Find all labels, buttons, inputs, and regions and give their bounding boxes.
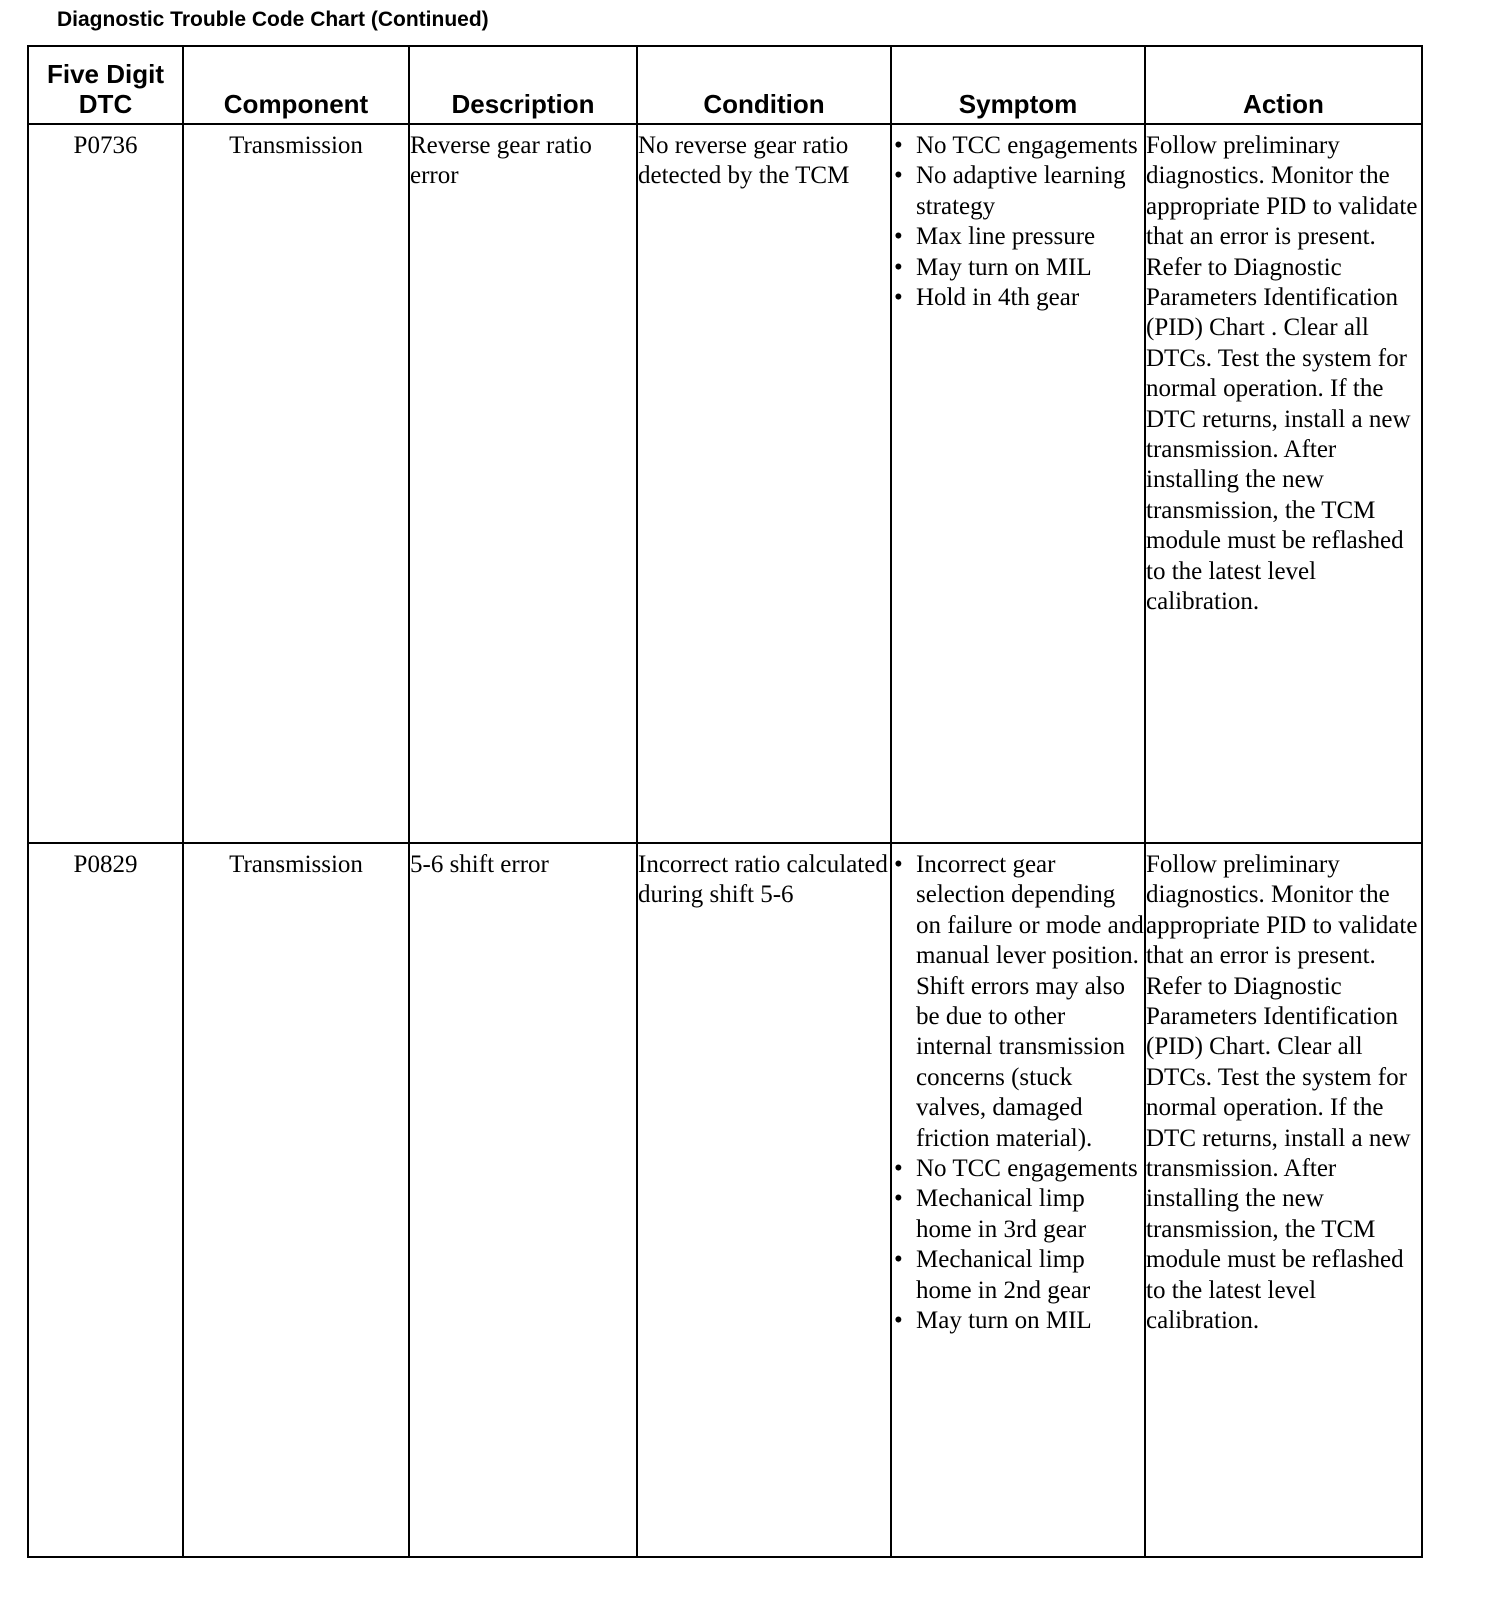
- dtc-code-cell: P0736: [28, 124, 183, 843]
- action-cell: Follow preliminary diagnostics. Monitor the appropriate PID to validate that an error is present. Refer to Diagnostic Parameters Identification (PID) Chart . Clear all DTCs. Test the system for normal operation. If the DTC returns, install a new transmission. After installing the new transmission, the TCM module must be reflashed to the latest level calibration.: [1145, 124, 1422, 843]
- description-cell: 5-6 shift error: [409, 843, 637, 1557]
- symptom-item: • May turn on MIL: [892, 253, 1144, 283]
- table-header-row: [28, 46, 1422, 124]
- header-five-digit-dtc: [28, 46, 183, 124]
- action-cell: Follow preliminary diagnostics. Monitor the appropriate PID to validate that an error is present. Refer to Diagnostic Parameters Identification (PID) Chart. Clear all DTCs. Test the system for normal operation. If the DTC returns, install a new transmission. After installing the new transmission, the TCM module must be reflashed to the latest level calibration.: [1145, 843, 1422, 1557]
- table-row: [28, 124, 1422, 843]
- symptom-item: • Incorrect gear selection depending on failure or mode and manual lever position. Shift errors may also be due to other internal transmission concerns (stuck valves, damaged friction material).: [892, 850, 1144, 1154]
- symptom-item: • No adaptive learning strategy: [892, 161, 1144, 222]
- symptom-item: • Mechanical limp home in 2nd gear: [892, 1245, 1144, 1306]
- component-cell: Transmission: [183, 124, 409, 843]
- table-row: [28, 843, 1422, 1557]
- header-dtc-line1: Five Digit: [46, 59, 164, 89]
- symptom-item: • May turn on MIL: [892, 1306, 1144, 1336]
- symptom-item: • Mechanical limp home in 3rd gear: [892, 1184, 1144, 1245]
- header-component: Component: [183, 46, 409, 124]
- header-dtc-line2: DTC: [78, 89, 133, 119]
- header-action: Action: [1145, 46, 1422, 124]
- condition-cell: No reverse gear ratio detected by the TCM: [637, 124, 891, 843]
- header-symptom: Symptom: [891, 46, 1145, 124]
- symptom-item: • Hold in 4th gear: [892, 283, 1144, 313]
- page-title: Diagnostic Trouble Code Chart (Continued): [57, 8, 489, 31]
- symptom-item: • No TCC engagements: [892, 131, 1144, 161]
- header-description: Description: [409, 46, 637, 124]
- symptom-cell: [891, 124, 1145, 843]
- component-cell: Transmission: [183, 843, 409, 1557]
- symptom-item: • Max line pressure: [892, 222, 1144, 252]
- symptom-item: • No TCC engagements: [892, 1154, 1144, 1184]
- symptom-cell: [891, 843, 1145, 1557]
- symptom-list: [892, 850, 1144, 1337]
- header-condition: Condition: [637, 46, 891, 124]
- condition-cell: Incorrect ratio calculated during shift 5-6: [637, 843, 891, 1557]
- symptom-list: [892, 131, 1144, 313]
- description-cell: Reverse gear ratio error: [409, 124, 637, 843]
- dtc-table: [27, 45, 1423, 1558]
- dtc-code-cell: P0829: [28, 843, 183, 1557]
